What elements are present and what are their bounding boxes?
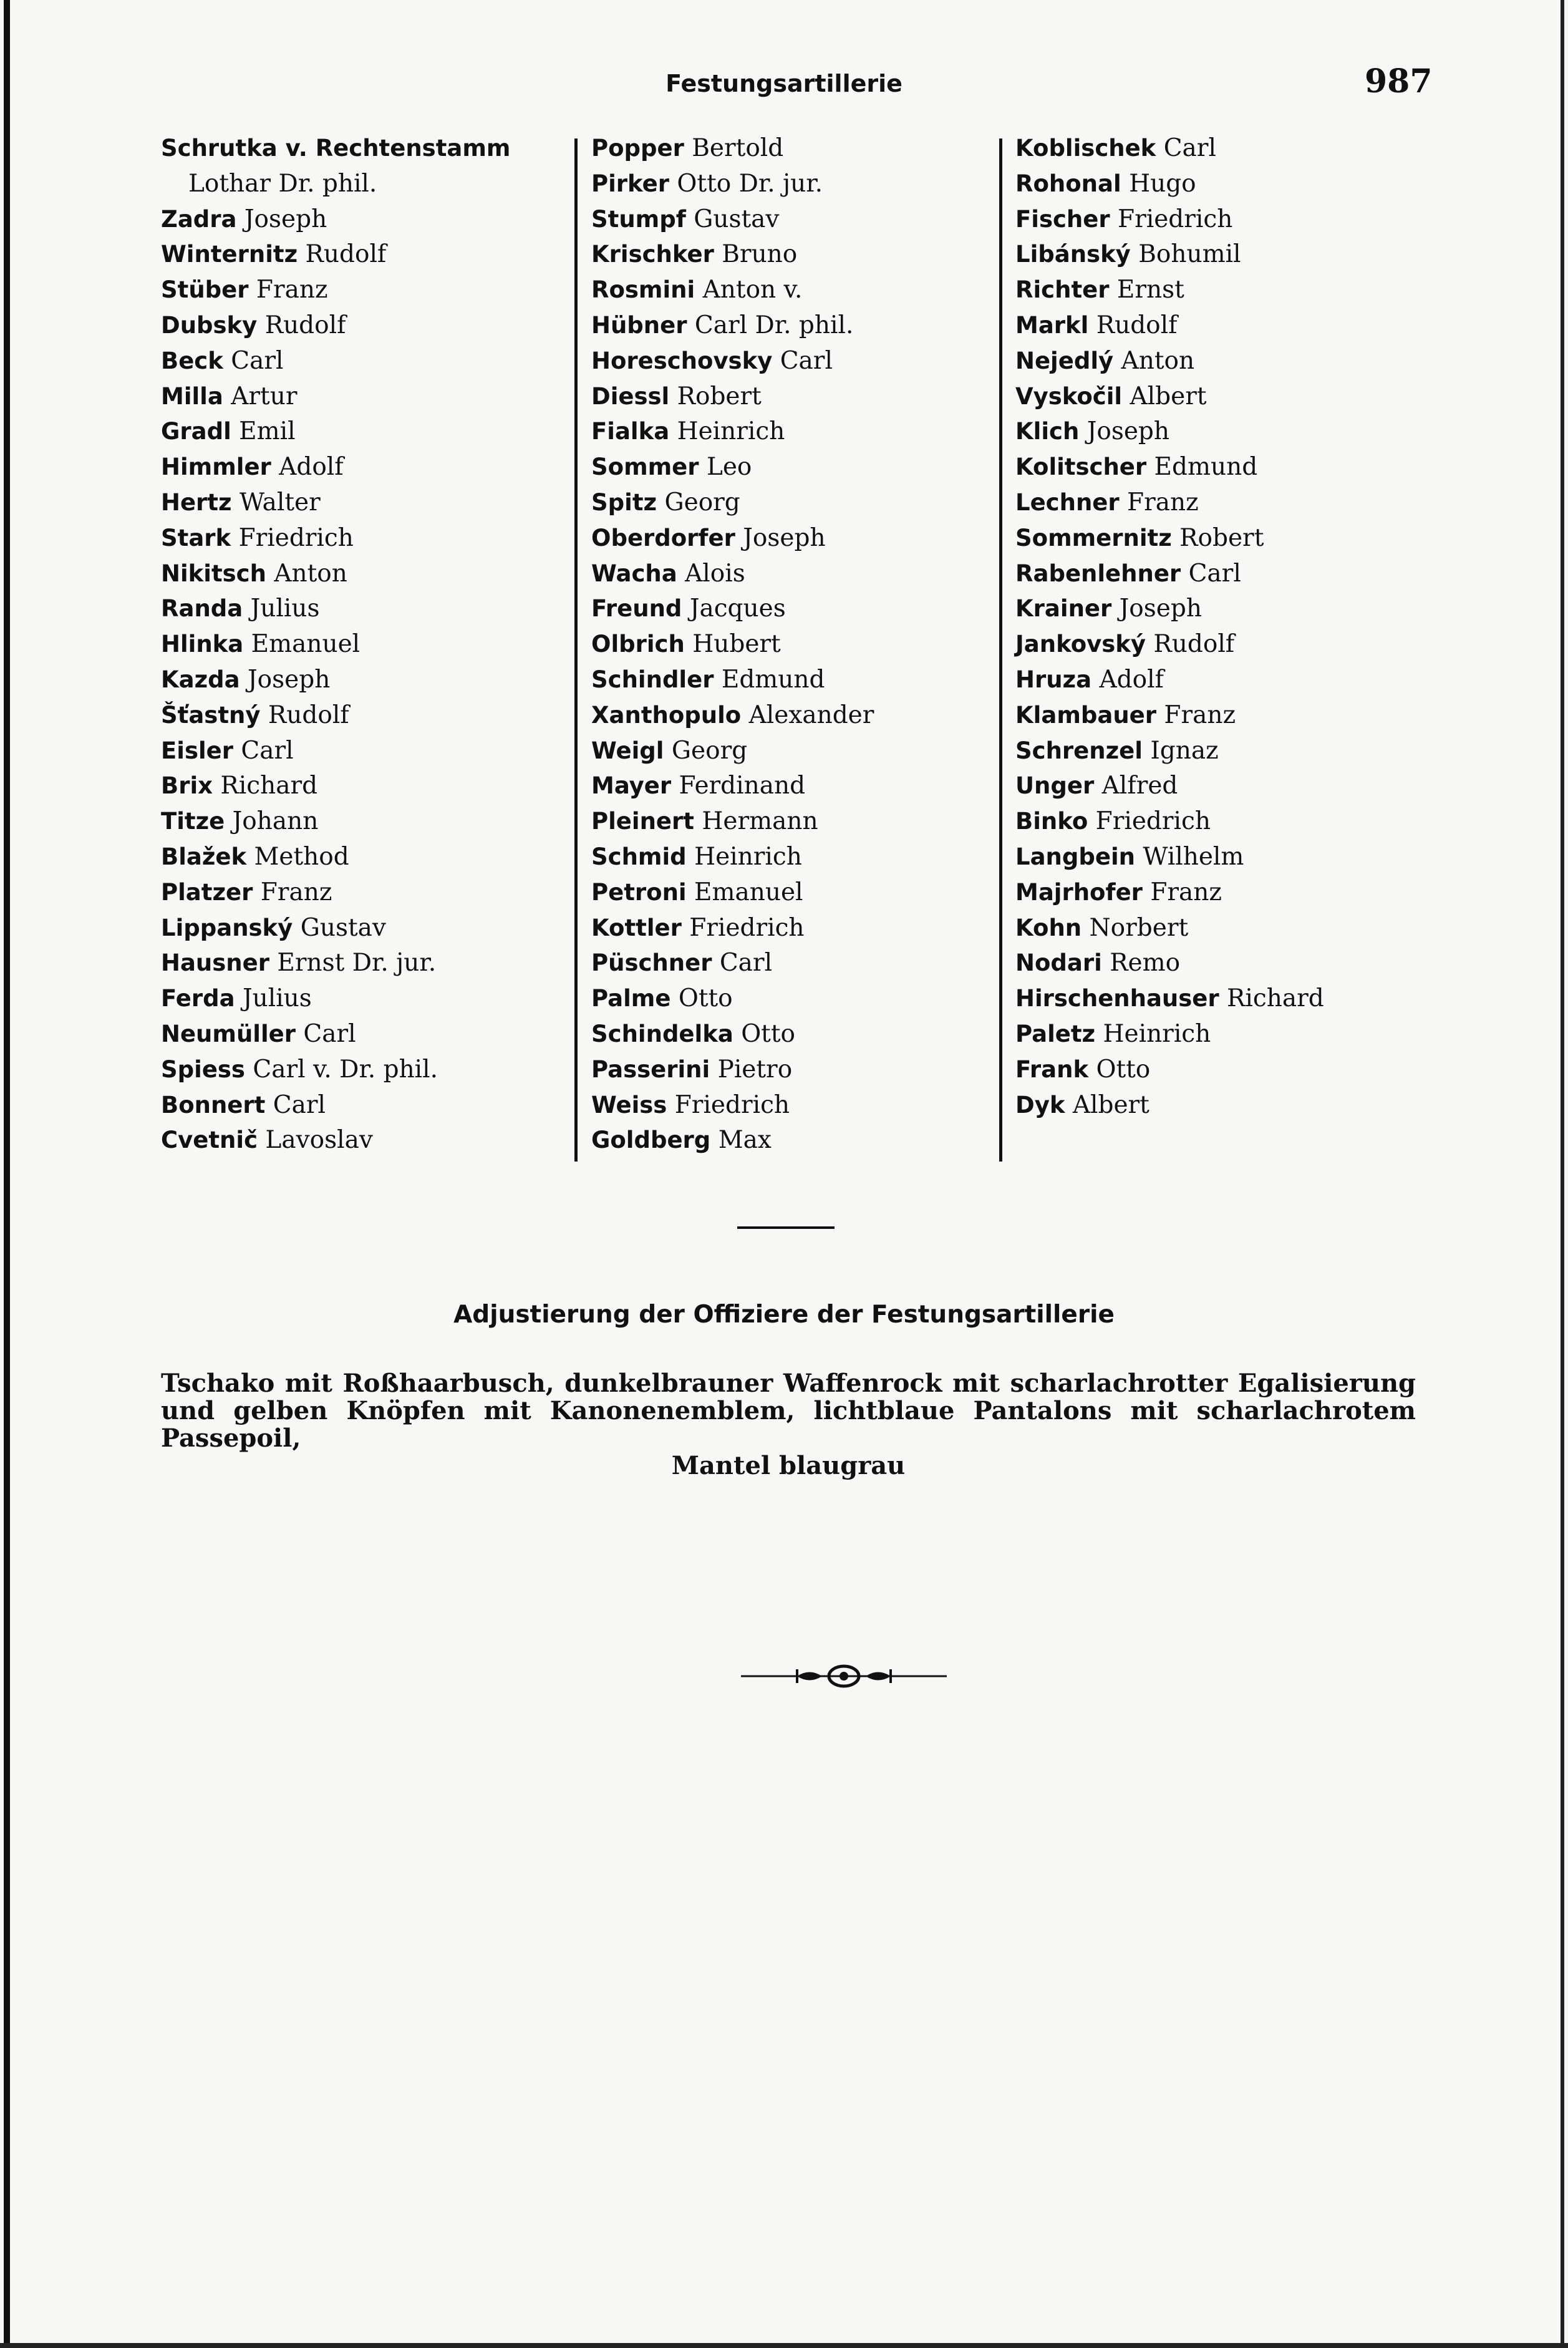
given-name: Adolf bbox=[279, 453, 344, 482]
name-entry bbox=[1015, 875, 1427, 911]
given-name: Adolf bbox=[1099, 665, 1164, 694]
surname: Klambauer bbox=[1015, 701, 1157, 729]
given-name: Rudolf bbox=[264, 311, 346, 339]
column-rule bbox=[999, 138, 1002, 1162]
given-name: Friedrich bbox=[1095, 807, 1211, 836]
surname: Rohonal bbox=[1015, 170, 1121, 197]
given-name: Emil bbox=[239, 417, 296, 446]
given-name: Hugo bbox=[1129, 169, 1196, 198]
given-name: Franz bbox=[1164, 701, 1236, 729]
surname: Hlinka bbox=[161, 631, 244, 658]
surname: Frank bbox=[1015, 1055, 1089, 1083]
given-name: Robert bbox=[1179, 523, 1264, 552]
given-name: Walter bbox=[239, 488, 321, 517]
name-entry bbox=[1015, 1088, 1427, 1123]
surname: Jankovský bbox=[1015, 631, 1146, 658]
given-name: Rudolf bbox=[268, 701, 349, 729]
surname: Brix bbox=[161, 772, 213, 800]
name-entry bbox=[1015, 840, 1427, 875]
name-entry bbox=[1015, 734, 1427, 769]
given-name: Rudolf bbox=[1096, 311, 1178, 339]
name-entry bbox=[591, 1123, 1003, 1158]
name-entry bbox=[591, 131, 1003, 167]
surname: Neumüller bbox=[161, 1020, 296, 1047]
name-entry bbox=[161, 273, 573, 308]
surname: Spiess bbox=[161, 1055, 245, 1083]
given-name: Alois bbox=[685, 559, 745, 588]
surname: Kohn bbox=[1015, 914, 1082, 941]
given-name: Carl bbox=[780, 346, 833, 375]
surname: Majrhofer bbox=[1015, 878, 1143, 906]
given-name: Carl bbox=[273, 1090, 326, 1119]
name-entry bbox=[161, 344, 573, 379]
surname: Rosmini bbox=[591, 276, 695, 304]
given-name: Friedrich bbox=[674, 1090, 790, 1119]
given-name: Jacques bbox=[689, 594, 786, 623]
name-entry bbox=[1015, 521, 1427, 556]
name-entry bbox=[1015, 379, 1427, 415]
surname: Richter bbox=[1015, 276, 1110, 304]
given-name: Friedrich bbox=[689, 913, 805, 942]
name-entry bbox=[1015, 167, 1427, 202]
surname: Stüber bbox=[161, 276, 249, 304]
surname: Bonnert bbox=[161, 1091, 266, 1118]
surname: Binko bbox=[1015, 808, 1088, 835]
name-entry bbox=[161, 237, 573, 273]
surname: Schmid bbox=[591, 843, 687, 870]
name-entry bbox=[591, 379, 1003, 415]
surname: Langbein bbox=[1015, 843, 1135, 870]
surname: Nejedlý bbox=[1015, 347, 1114, 374]
name-entry bbox=[1015, 414, 1427, 450]
name-entry bbox=[161, 521, 573, 556]
surname: Weigl bbox=[591, 737, 664, 764]
given-name: Ernst Dr. jur. bbox=[277, 949, 437, 978]
surname: Eisler bbox=[161, 737, 234, 764]
name-entry bbox=[1015, 591, 1427, 627]
name-entry bbox=[591, 840, 1003, 875]
name-entry bbox=[161, 202, 573, 238]
given-name: Heinrich bbox=[677, 417, 785, 446]
given-name: Hermann bbox=[702, 807, 818, 836]
name-entry bbox=[591, 1088, 1003, 1123]
given-name: Georg bbox=[664, 488, 740, 517]
name-entry bbox=[591, 273, 1003, 308]
surname: Fialka bbox=[591, 418, 670, 445]
given-name: Method bbox=[254, 842, 349, 871]
surname: Kazda bbox=[161, 666, 240, 693]
given-name: Rudolf bbox=[305, 240, 387, 269]
name-entry bbox=[591, 734, 1003, 769]
surname: Freund bbox=[591, 595, 682, 623]
given-name: Ernst bbox=[1116, 276, 1184, 304]
surname: Passerini bbox=[591, 1055, 710, 1083]
given-name: Johann bbox=[232, 807, 319, 836]
page-edge-bottom bbox=[0, 2343, 1568, 2348]
given-name: Carl bbox=[241, 736, 294, 765]
given-name: Bohumil bbox=[1138, 240, 1241, 269]
given-name: Carl Dr. phil. bbox=[694, 311, 854, 339]
name-entry bbox=[591, 946, 1003, 981]
surname: Stumpf bbox=[591, 205, 686, 233]
surname: Spitz bbox=[591, 488, 657, 516]
given-name: Hubert bbox=[692, 630, 781, 659]
surname: Hertz bbox=[161, 488, 232, 516]
name-entry bbox=[1015, 804, 1427, 840]
surname: Lippanský bbox=[161, 914, 293, 941]
name-entry bbox=[161, 946, 573, 981]
surname: Blažek bbox=[161, 843, 247, 870]
surname: Schrenzel bbox=[1015, 737, 1143, 764]
given-name: Anton bbox=[1121, 346, 1195, 375]
name-entry bbox=[1015, 911, 1427, 946]
given-name: Franz bbox=[1127, 488, 1199, 517]
given-name: Alexander bbox=[748, 701, 874, 729]
name-entry bbox=[161, 131, 573, 167]
given-name: Otto Dr. jur. bbox=[677, 169, 823, 198]
surname: Sommer bbox=[591, 454, 699, 481]
given-name: Leo bbox=[706, 453, 752, 482]
given-name: Joseph bbox=[1086, 417, 1170, 446]
name-entry bbox=[1015, 1052, 1427, 1088]
name-entry bbox=[1015, 698, 1427, 734]
name-entry bbox=[1015, 769, 1427, 804]
surname: Nikitsch bbox=[161, 560, 266, 587]
name-entry bbox=[161, 556, 573, 592]
given-name: Carl bbox=[303, 1019, 356, 1048]
name-entry bbox=[591, 769, 1003, 804]
name-entry bbox=[161, 911, 573, 946]
page-number: 987 bbox=[1365, 62, 1433, 100]
name-entry bbox=[591, 344, 1003, 379]
running-header: Festungsartillerie bbox=[665, 70, 903, 97]
name-entry bbox=[591, 237, 1003, 273]
given-name: Richard bbox=[220, 772, 318, 800]
surname: Klich bbox=[1015, 418, 1080, 445]
given-name: Richard bbox=[1227, 984, 1324, 1013]
surname: Hausner bbox=[161, 949, 269, 977]
name-entry bbox=[161, 840, 573, 875]
name-entry bbox=[1015, 485, 1427, 521]
given-name: Gustav bbox=[694, 205, 780, 233]
surname: Winternitz bbox=[161, 241, 298, 268]
name-entry bbox=[591, 1017, 1003, 1052]
name-entry bbox=[161, 167, 573, 202]
given-name: Ignaz bbox=[1150, 736, 1219, 765]
surname: Rabenlehner bbox=[1015, 560, 1181, 587]
given-name: Otto bbox=[678, 984, 733, 1013]
surname: Cvetnič bbox=[161, 1127, 258, 1154]
name-entry bbox=[591, 167, 1003, 202]
given-name: Emanuel bbox=[694, 878, 803, 906]
given-name: Pietro bbox=[717, 1055, 793, 1084]
ornament-icon bbox=[741, 1661, 947, 1692]
surname: Zadra bbox=[161, 205, 237, 233]
given-name: Artur bbox=[231, 382, 298, 410]
given-name: Edmund bbox=[1154, 453, 1258, 482]
surname: Püschner bbox=[591, 949, 712, 977]
name-entry bbox=[591, 521, 1003, 556]
given-name: Julius bbox=[250, 594, 320, 623]
given-name: Ferdinand bbox=[679, 772, 806, 800]
surname: Titze bbox=[161, 808, 225, 835]
surname: Hübner bbox=[591, 311, 687, 339]
name-entry bbox=[1015, 946, 1427, 981]
name-entry bbox=[161, 875, 573, 911]
given-name: Remo bbox=[1110, 949, 1181, 978]
given-name: Carl v. Dr. phil. bbox=[253, 1055, 438, 1084]
surname: Pleinert bbox=[591, 808, 694, 835]
name-entry bbox=[1015, 202, 1427, 238]
name-column-3 bbox=[1015, 131, 1427, 1123]
given-name: Lavoslav bbox=[265, 1126, 373, 1155]
surname: Diessl bbox=[591, 382, 670, 410]
surname: Himmler bbox=[161, 454, 271, 481]
name-entry bbox=[161, 308, 573, 344]
name-entry bbox=[161, 734, 573, 769]
column-rule bbox=[574, 138, 578, 1162]
name-entry bbox=[591, 981, 1003, 1017]
name-entry bbox=[1015, 131, 1427, 167]
surname: Vyskočil bbox=[1015, 382, 1123, 410]
page-edge-left bbox=[4, 0, 10, 2348]
name-entry bbox=[591, 485, 1003, 521]
name-entry bbox=[1015, 662, 1427, 698]
given-name: Anton v. bbox=[702, 276, 803, 304]
surname: Weiss bbox=[591, 1091, 667, 1118]
given-name: Robert bbox=[677, 382, 762, 410]
surname: Krainer bbox=[1015, 595, 1112, 623]
given-name: Franz bbox=[1150, 878, 1222, 906]
given-name: Franz bbox=[256, 276, 328, 304]
surname: Libánský bbox=[1015, 241, 1131, 268]
given-name: Anton bbox=[274, 559, 347, 588]
given-name: Carl bbox=[719, 949, 773, 978]
surname: Šťastný bbox=[161, 701, 261, 729]
given-name: Alfred bbox=[1101, 772, 1178, 800]
surname: Platzer bbox=[161, 878, 253, 906]
name-entry bbox=[161, 698, 573, 734]
name-entry bbox=[591, 450, 1003, 485]
name-entry bbox=[161, 981, 573, 1017]
name-entry bbox=[591, 875, 1003, 911]
surname: Horeschovsky bbox=[591, 347, 773, 374]
name-entry bbox=[1015, 273, 1427, 308]
given-name: Friedrich bbox=[1118, 205, 1233, 233]
surname: Oberdorfer bbox=[591, 524, 735, 551]
surname: Paletz bbox=[1015, 1020, 1096, 1047]
name-entry bbox=[591, 308, 1003, 344]
name-entry bbox=[1015, 1017, 1427, 1052]
given-name: Heinrich bbox=[1103, 1019, 1211, 1048]
surname: Dyk bbox=[1015, 1091, 1065, 1118]
given-name: Norbert bbox=[1089, 913, 1189, 942]
name-entry bbox=[591, 591, 1003, 627]
given-name: Rudolf bbox=[1153, 630, 1235, 659]
name-entry bbox=[161, 379, 573, 415]
given-name: Julius bbox=[242, 984, 312, 1013]
name-entry bbox=[1015, 308, 1427, 344]
name-entry bbox=[161, 1017, 573, 1052]
name-entry bbox=[161, 450, 573, 485]
given-name: Lothar Dr. phil. bbox=[188, 169, 377, 198]
name-entry bbox=[161, 414, 573, 450]
surname: Fischer bbox=[1015, 205, 1110, 233]
given-name: Joseph bbox=[1119, 594, 1202, 623]
given-name: Emanuel bbox=[251, 630, 361, 659]
given-name: Gustav bbox=[300, 913, 386, 942]
surname: Gradl bbox=[161, 418, 231, 445]
given-name: Albert bbox=[1130, 382, 1207, 410]
given-name: Otto bbox=[741, 1019, 795, 1048]
name-entry bbox=[1015, 450, 1427, 485]
given-name: Carl bbox=[1163, 134, 1216, 162]
given-name: Max bbox=[718, 1126, 772, 1155]
name-entry bbox=[1015, 981, 1427, 1017]
surname: Kolitscher bbox=[1015, 454, 1147, 481]
section-heading: Adjustierung der Offiziere der Festungsartillerie bbox=[453, 1301, 1115, 1329]
name-entry bbox=[591, 662, 1003, 698]
name-entry bbox=[1015, 344, 1427, 379]
section-divider bbox=[737, 1226, 835, 1229]
surname: Lechner bbox=[1015, 488, 1120, 516]
name-entry bbox=[591, 202, 1003, 238]
surname: Dubsky bbox=[161, 311, 258, 339]
surname: Schindelka bbox=[591, 1020, 733, 1047]
surname: Nodari bbox=[1015, 949, 1102, 977]
given-name: Joseph bbox=[743, 523, 826, 552]
surname: Palme bbox=[591, 985, 671, 1012]
given-name: Georg bbox=[671, 736, 748, 765]
given-name: Bruno bbox=[722, 240, 798, 269]
surname: Goldberg bbox=[591, 1127, 711, 1154]
surname: Krischker bbox=[591, 241, 714, 268]
name-entry bbox=[591, 414, 1003, 450]
name-entry bbox=[161, 485, 573, 521]
surname: Schindler bbox=[591, 666, 714, 693]
name-entry bbox=[161, 1088, 573, 1123]
surname: Milla bbox=[161, 382, 223, 410]
given-name: Joseph bbox=[244, 205, 327, 233]
name-entry bbox=[591, 1052, 1003, 1088]
name-entry bbox=[591, 804, 1003, 840]
name-entry bbox=[161, 662, 573, 698]
surname: Kottler bbox=[591, 914, 682, 941]
surname: Sommernitz bbox=[1015, 524, 1172, 551]
name-entry bbox=[591, 556, 1003, 592]
name-entry bbox=[591, 911, 1003, 946]
given-name: Carl bbox=[1188, 559, 1241, 588]
name-entry bbox=[1015, 237, 1427, 273]
name-entry bbox=[591, 627, 1003, 662]
given-name: Friedrich bbox=[238, 523, 354, 552]
name-entry bbox=[161, 627, 573, 662]
surname: Stark bbox=[161, 524, 231, 551]
name-column-1 bbox=[161, 131, 573, 1158]
name-entry bbox=[161, 769, 573, 804]
name-column-2 bbox=[591, 131, 1003, 1158]
surname: Unger bbox=[1015, 772, 1095, 800]
surname: Petroni bbox=[591, 878, 687, 906]
given-name: Bertold bbox=[692, 134, 784, 162]
surname: Wacha bbox=[591, 560, 677, 587]
surname: Beck bbox=[161, 347, 223, 374]
name-entry bbox=[1015, 556, 1427, 592]
surname: Randa bbox=[161, 595, 243, 623]
surname: Hirschenhauser bbox=[1015, 985, 1219, 1012]
surname: Popper bbox=[591, 135, 684, 162]
given-name: Edmund bbox=[721, 665, 825, 694]
name-entry bbox=[591, 698, 1003, 734]
given-name: Carl bbox=[231, 346, 284, 375]
name-entry bbox=[1015, 627, 1427, 662]
given-name: Otto bbox=[1096, 1055, 1151, 1084]
section-body-text: Tschako mit Roßhaarbusch, dunkelbrauner Waffenrock mit scharlachrotter Egalisierung und gelben Knöpfen mit Kanonenemblem, lichtblaue Pantalons mit scharlachrotem Passepoil, bbox=[161, 1369, 1416, 1453]
name-entry bbox=[161, 591, 573, 627]
surname: Koblischek bbox=[1015, 135, 1156, 162]
surname: Xanthopulo bbox=[591, 701, 742, 729]
given-name: Albert bbox=[1072, 1090, 1149, 1119]
page-edge-right bbox=[1561, 0, 1564, 2348]
surname: Hruza bbox=[1015, 666, 1092, 693]
surname: Ferda bbox=[161, 985, 235, 1012]
name-entry bbox=[161, 1052, 573, 1088]
section-body bbox=[161, 1370, 1416, 1480]
surname: Schrutka v. Rechtenstamm bbox=[161, 135, 511, 162]
name-entry bbox=[161, 1123, 573, 1158]
given-name: Heinrich bbox=[694, 842, 802, 871]
given-name: Joseph bbox=[248, 665, 331, 694]
given-name: Wilhelm bbox=[1143, 842, 1244, 871]
surname: Olbrich bbox=[591, 631, 685, 658]
surname: Pirker bbox=[591, 170, 670, 197]
given-name: Franz bbox=[260, 878, 332, 906]
section-body-last-line: Mantel blaugrau bbox=[671, 1451, 906, 1480]
surname: Mayer bbox=[591, 772, 672, 800]
name-entry bbox=[161, 804, 573, 840]
surname: Markl bbox=[1015, 311, 1089, 339]
